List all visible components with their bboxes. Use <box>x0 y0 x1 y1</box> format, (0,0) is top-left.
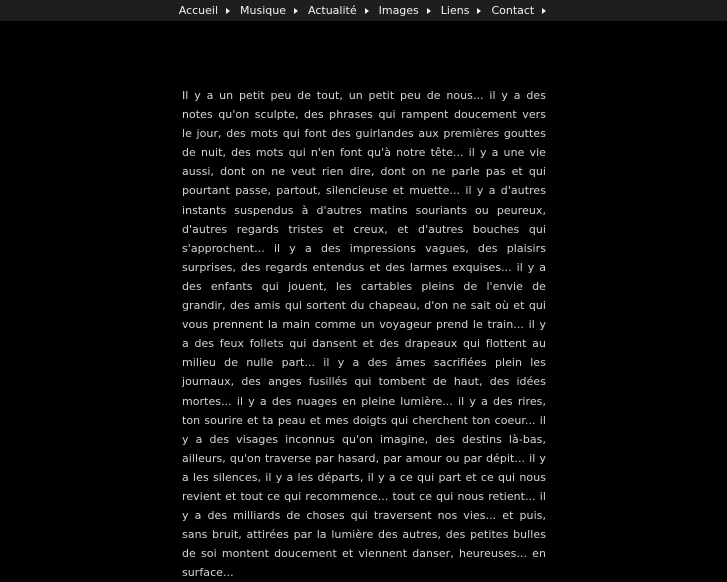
nav-label-actualite[interactable]: Actualité <box>308 4 357 17</box>
triangle-right-icon <box>294 8 298 14</box>
nav-item-actualite[interactable] <box>308 0 371 21</box>
main-content <box>182 86 546 582</box>
poem-text: Il y a un petit peu de tout, un petit peu de nous... il y a des notes qu'on sculpte, des phrases qui rampent doucement vers le jour, des mots qui font des guirlandes aux premières gouttes de nuit, des mots qui n'en font qu'à notre tête... il y a une vie aussi, dont on ne veut rien dire, dont on ne parle pas et qui pourtant passe, partout, silencieuse et muette... il y a d'autres instants suspendus à d'autres matins souriants ou peureux, d'autres regards tristes et creux, et d'autres bouches qui s'approchent... il y a des impressions vagues, des plaisirs surprises, des regards entendus et des larmes exquises... il y a des enfants qui jouent, les cartables pleins de l'envie de grandir, des amis qui sortent du chapeau, d'on ne sait où et qui vous prennent la main comme un voyageur prend le train... il y a des feux follets qui dansent et des drapeaux qui flottent au milieu de nulle part... il y a des âmes sacrifiées plein les journaux, des anges fusillés qui tombent de haut, des idées mortes... il y a des nuages en pleine lumière... il y a des rires, ton sourire et ta peau et mes doigts qui cherchent ton coeur... il y a des visages inconnus qu'on imagine, des destins là-bas, ailleurs, qu'on traverse par hasard, par amour ou par dépit... il y a les silences, il y a les départs, il y a ce qui part et ce qui nous revient et tout ce qui recommence... tout ce qui nous retient... il y a des milliards de choses qui traversent nos vies... et puis, sans bruit, attirées par la lumière des autres, des petites bulles de soi montent doucement et viennent danser, heureuses... en surface... <box>182 89 546 580</box>
nav-item-accueil[interactable] <box>179 0 232 21</box>
triangle-right-icon <box>477 8 481 14</box>
nav-label-contact[interactable]: Contact <box>491 4 535 17</box>
nav-item-liens[interactable] <box>441 0 484 21</box>
nav-label-images[interactable]: Images <box>378 4 419 17</box>
nav-label-musique[interactable]: Musique <box>240 4 286 17</box>
nav-menu <box>175 0 553 21</box>
top-navigation-bar <box>0 0 727 21</box>
nav-item-musique[interactable] <box>240 0 300 21</box>
triangle-right-icon <box>226 8 230 14</box>
nav-label-accueil[interactable]: Accueil <box>178 4 219 17</box>
nav-label-liens[interactable]: Liens <box>440 4 470 17</box>
triangle-right-icon <box>542 8 546 14</box>
triangle-right-icon <box>365 8 369 14</box>
nav-item-contact[interactable] <box>491 0 548 21</box>
triangle-right-icon <box>427 8 431 14</box>
nav-item-images[interactable] <box>379 0 433 21</box>
